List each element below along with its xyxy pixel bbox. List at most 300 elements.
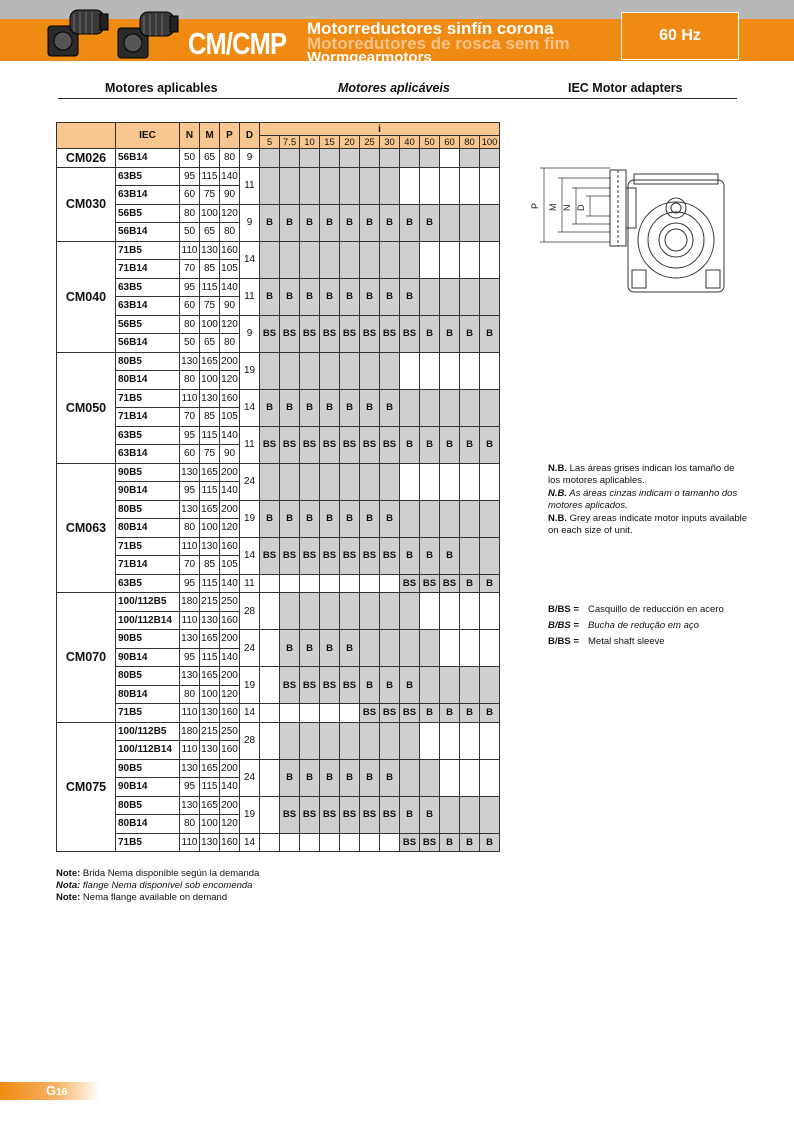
availability-cell: [380, 722, 400, 759]
availability-cell: B: [400, 537, 420, 574]
availability-cell: B: [460, 704, 480, 723]
availability-cell: [340, 833, 360, 852]
availability-cell: [260, 463, 280, 500]
availability-cell: [300, 722, 320, 759]
flange-dimension: 130: [200, 741, 220, 760]
iec-code: 71B5: [116, 389, 180, 408]
dim-d-label: D: [576, 204, 586, 211]
dim-n-label: N: [562, 204, 572, 211]
availability-cell: [480, 500, 500, 537]
availability-cell: BS: [360, 537, 380, 574]
ratio-header-cell: 60: [440, 136, 460, 149]
flange-dimension: 215: [200, 722, 220, 741]
ratio-header-cell: 80: [460, 136, 480, 149]
flange-dimension: 215: [200, 593, 220, 612]
flange-dimension: 90: [220, 297, 240, 316]
availability-cell: [460, 241, 480, 278]
availability-cell: [460, 630, 480, 667]
title-english: Wormgearmotors: [307, 49, 432, 66]
availability-cell: [440, 500, 460, 537]
iec-code: 63B5: [116, 574, 180, 593]
availability-cell: [320, 463, 340, 500]
table-row: [57, 833, 500, 852]
flange-dimension: 110: [180, 704, 200, 723]
table-row: [57, 630, 500, 649]
iec-code: 80B14: [116, 815, 180, 834]
flange-dimension: 130: [180, 500, 200, 519]
availability-cell: BS: [300, 796, 320, 833]
availability-cell: B: [280, 278, 300, 315]
availability-cell: BS: [360, 704, 380, 723]
availability-cell: B: [300, 759, 320, 796]
availability-cell: [340, 149, 360, 168]
flange-dimension: 115: [200, 778, 220, 797]
availability-cell: [380, 463, 400, 500]
availability-cell: B: [260, 500, 280, 537]
flange-dimension: 160: [220, 389, 240, 408]
availability-cell: BS: [320, 667, 340, 704]
ratio-header-cell: 20: [340, 136, 360, 149]
ratio-header-cell: 50: [420, 136, 440, 149]
availability-cell: [380, 241, 400, 278]
availability-cell: [360, 463, 380, 500]
availability-cell: B: [460, 315, 480, 352]
flange-dimension: 165: [200, 796, 220, 815]
flange-dimension: 130: [180, 667, 200, 686]
availability-cell: [420, 167, 440, 204]
availability-cell: [460, 352, 480, 389]
availability-cell: [260, 574, 280, 593]
availability-cell: [300, 241, 320, 278]
flange-dimension: 200: [220, 630, 240, 649]
availability-cell: [320, 352, 340, 389]
flange-dimension: 140: [220, 648, 240, 667]
ratio-header-cell: 7.5: [280, 136, 300, 149]
availability-cell: BS: [380, 537, 400, 574]
availability-cell: [400, 167, 420, 204]
availability-cell: B: [320, 278, 340, 315]
flange-dimension: 60: [180, 186, 200, 205]
availability-cell: B: [480, 426, 500, 463]
shaft-diameter: 9: [240, 315, 260, 352]
availability-cell: B: [360, 500, 380, 537]
col-d: D: [240, 123, 260, 149]
flange-dimension: 130: [180, 796, 200, 815]
flange-dimension: 120: [220, 519, 240, 538]
availability-cell: [320, 149, 340, 168]
availability-cell: B: [480, 574, 500, 593]
availability-cell: [260, 796, 280, 833]
nb-text-en: Grey areas indicate motor inputs available on each size of unit.: [548, 513, 748, 536]
flange-dimension: 140: [220, 778, 240, 797]
gearmotor-image-icon: [40, 4, 210, 64]
shaft-diameter: 14: [240, 241, 260, 278]
availability-cell: B: [420, 704, 440, 723]
availability-cell: [300, 593, 320, 630]
availability-cell: [320, 241, 340, 278]
table-row: [57, 722, 500, 741]
availability-cell: [340, 241, 360, 278]
availability-cell: [440, 278, 460, 315]
availability-cell: B: [360, 759, 380, 796]
availability-cell: [380, 352, 400, 389]
note-label-pt: Nota:: [56, 880, 81, 891]
availability-cell: [260, 722, 280, 759]
availability-cell: [380, 167, 400, 204]
availability-cell: B: [360, 667, 380, 704]
availability-cell: [440, 796, 460, 833]
iec-code: 80B14: [116, 519, 180, 538]
availability-cell: B: [440, 537, 460, 574]
availability-cell: [260, 759, 280, 796]
note-text-es: Brida Nema disponible según la demanda: [82, 868, 260, 879]
table-row: [57, 500, 500, 519]
availability-cell: [440, 593, 460, 630]
availability-cell: [460, 667, 480, 704]
table-row: [57, 315, 500, 334]
flange-dimension: 115: [200, 167, 220, 186]
shaft-diameter: 28: [240, 722, 260, 759]
flange-dimension: 85: [200, 408, 220, 427]
availability-cell: BS: [340, 667, 360, 704]
flange-dimension: 130: [200, 241, 220, 260]
col-n: N: [180, 123, 200, 149]
availability-cell: [360, 833, 380, 852]
availability-cell: B: [440, 704, 460, 723]
flange-dimension: 180: [180, 722, 200, 741]
flange-dimension: 120: [220, 315, 240, 334]
availability-cell: [400, 389, 420, 426]
availability-cell: BS: [340, 315, 360, 352]
table-row: [57, 167, 500, 186]
iec-code: 56B14: [116, 149, 180, 168]
flange-dimension: 120: [220, 685, 240, 704]
section-headings: [58, 80, 737, 99]
flange-dimension: 120: [220, 371, 240, 390]
iec-code: 80B5: [116, 796, 180, 815]
availability-cell: [340, 574, 360, 593]
availability-cell: [260, 833, 280, 852]
iec-code: 71B14: [116, 408, 180, 427]
availability-cell: BS: [320, 315, 340, 352]
availability-cell: [380, 149, 400, 168]
availability-cell: [340, 722, 360, 759]
flange-dimension: 90: [220, 186, 240, 205]
availability-cell: BS: [260, 426, 280, 463]
availability-cell: [420, 759, 440, 796]
flange-dimension: 115: [200, 648, 220, 667]
availability-cell: [400, 352, 420, 389]
availability-cell: B: [460, 833, 480, 852]
availability-cell: [280, 352, 300, 389]
availability-cell: [400, 500, 420, 537]
availability-cell: [400, 630, 420, 667]
availability-cell: BS: [340, 537, 360, 574]
table-row: [57, 593, 500, 612]
availability-cell: [280, 833, 300, 852]
availability-cell: [420, 278, 440, 315]
availability-cell: B: [340, 630, 360, 667]
note-text-pt: flange Nema disponível sob encomenda: [82, 880, 253, 891]
flange-dimension: 165: [200, 463, 220, 482]
table-row: [57, 463, 500, 482]
flange-dimension: 160: [220, 241, 240, 260]
iec-code: 63B14: [116, 186, 180, 205]
flange-dimension: 50: [180, 334, 200, 353]
availability-cell: [280, 149, 300, 168]
availability-cell: [480, 278, 500, 315]
availability-cell: [260, 149, 280, 168]
flange-dimension: 160: [220, 833, 240, 852]
availability-cell: BS: [360, 796, 380, 833]
availability-cell: [440, 241, 460, 278]
availability-cell: B: [320, 500, 340, 537]
availability-cell: [280, 722, 300, 759]
availability-cell: BS: [280, 667, 300, 704]
flange-dimension: 165: [200, 759, 220, 778]
availability-cell: [420, 241, 440, 278]
table-row: [57, 389, 500, 408]
availability-cell: BS: [280, 315, 300, 352]
availability-cell: B: [420, 315, 440, 352]
availability-cell: [400, 722, 420, 759]
availability-cell: B: [280, 389, 300, 426]
flange-dimension: 165: [200, 667, 220, 686]
availability-cell: BS: [380, 315, 400, 352]
availability-cell: B: [420, 796, 440, 833]
iec-code: 56B14: [116, 334, 180, 353]
iec-code: 90B14: [116, 482, 180, 501]
flange-dimension: 60: [180, 445, 200, 464]
legend-key-es: B/BS =: [548, 604, 579, 615]
flange-dimension: 65: [200, 149, 220, 168]
availability-cell: B: [460, 574, 480, 593]
shaft-diameter: 19: [240, 500, 260, 537]
flange-dimension: 85: [200, 260, 220, 279]
availability-cell: [280, 574, 300, 593]
table-row: [57, 149, 500, 168]
title-spanish: Motorreductores sinfín corona: [307, 19, 554, 38]
page-digits: 16: [56, 1087, 68, 1098]
availability-cell: B: [360, 278, 380, 315]
availability-cell: [480, 352, 500, 389]
availability-cell: [480, 167, 500, 204]
note-text-en: Nema flange available on demand: [82, 892, 228, 903]
flange-dimension: 50: [180, 149, 200, 168]
availability-cell: [360, 167, 380, 204]
iec-code: 63B5: [116, 278, 180, 297]
availability-cell: B: [260, 389, 280, 426]
availability-cell: [300, 833, 320, 852]
iec-code: 63B14: [116, 445, 180, 464]
flange-dimension: 110: [180, 611, 200, 630]
availability-cell: [460, 537, 480, 574]
availability-cell: [480, 796, 500, 833]
availability-cell: B: [320, 759, 340, 796]
availability-cell: B: [300, 630, 320, 667]
availability-cell: B: [460, 426, 480, 463]
availability-cell: [460, 500, 480, 537]
flange-dimension: 160: [220, 741, 240, 760]
flange-dimension: 130: [200, 537, 220, 556]
flange-dimension: 90: [220, 445, 240, 464]
availability-cell: [460, 463, 480, 500]
iec-code: 80B5: [116, 667, 180, 686]
col-ratio-i: i: [260, 123, 500, 136]
iec-code: 63B14: [116, 297, 180, 316]
flange-dimension: 85: [200, 556, 220, 575]
availability-cell: [460, 593, 480, 630]
availability-cell: [460, 722, 480, 759]
reducer-size: CM050: [57, 352, 116, 463]
dim-p-label: P: [530, 202, 540, 209]
availability-cell: B: [380, 500, 400, 537]
shaft-diameter: 24: [240, 463, 260, 500]
iec-code: 90B5: [116, 630, 180, 649]
table-row: [57, 704, 500, 723]
legend-key-en: B/BS =: [548, 636, 579, 647]
availability-cell: [360, 593, 380, 630]
availability-cell: [380, 833, 400, 852]
availability-cell: [320, 704, 340, 723]
flange-dimension: 80: [180, 685, 200, 704]
shaft-diameter: 11: [240, 278, 260, 315]
shaft-diameter: 19: [240, 352, 260, 389]
table-corner: [57, 123, 116, 149]
availability-cell: BS: [320, 426, 340, 463]
flange-dimension: 100: [200, 371, 220, 390]
flange-dimension: 160: [220, 611, 240, 630]
flange-dimension: 115: [200, 574, 220, 593]
flange-dimension: 75: [200, 297, 220, 316]
availability-cell: [320, 722, 340, 759]
note-label-en: Note:: [56, 892, 81, 903]
availability-cell: [440, 204, 460, 241]
availability-cell: [360, 352, 380, 389]
ratio-header-cell: 30: [380, 136, 400, 149]
availability-cell: B: [400, 667, 420, 704]
shaft-diameter: 19: [240, 796, 260, 833]
flange-dimension: 95: [180, 574, 200, 593]
availability-cell: [300, 463, 320, 500]
availability-cell: BS: [260, 537, 280, 574]
availability-cell: [320, 167, 340, 204]
availability-cell: [260, 167, 280, 204]
legend-text-es: Casquillo de reducción en acero: [588, 604, 724, 615]
availability-cell: [400, 241, 420, 278]
model-title: CM/CMP: [188, 26, 287, 61]
availability-cell: [320, 593, 340, 630]
note-label-es: Note:: [56, 868, 81, 879]
reducer-size: CM070: [57, 593, 116, 723]
availability-cell: BS: [400, 704, 420, 723]
availability-cell: [480, 667, 500, 704]
iec-code: 90B14: [116, 778, 180, 797]
availability-cell: [420, 630, 440, 667]
availability-cell: [480, 759, 500, 796]
iec-code: 90B14: [116, 648, 180, 667]
availability-cell: BS: [400, 574, 420, 593]
availability-cell: B: [320, 204, 340, 241]
iec-code: 80B14: [116, 371, 180, 390]
page-number: [46, 1083, 67, 1098]
flange-dimension: 100: [200, 519, 220, 538]
flange-dimension: 80: [180, 815, 200, 834]
flange-dimension: 95: [180, 167, 200, 186]
flange-dimension: 80: [180, 371, 200, 390]
availability-cell: B: [280, 759, 300, 796]
availability-cell: B: [380, 204, 400, 241]
availability-cell: [460, 167, 480, 204]
flange-dimension: 105: [220, 408, 240, 427]
availability-cell: [340, 593, 360, 630]
availability-cell: [300, 167, 320, 204]
availability-cell: [280, 167, 300, 204]
heading-portuguese: Motores aplicáveis: [338, 81, 450, 95]
iec-code: 56B5: [116, 315, 180, 334]
availability-cell: [460, 278, 480, 315]
flange-dimension: 250: [220, 722, 240, 741]
iec-code: 71B5: [116, 704, 180, 723]
availability-cell: [460, 796, 480, 833]
availability-cell: BS: [380, 796, 400, 833]
availability-cell: [280, 704, 300, 723]
availability-cell: BS: [360, 426, 380, 463]
flange-dimension: 100: [200, 204, 220, 223]
availability-cell: BS: [280, 537, 300, 574]
availability-cell: BS: [280, 796, 300, 833]
flange-dimension: 140: [220, 167, 240, 186]
title-portuguese: Motoredutores de rosca sem fim: [307, 34, 570, 53]
availability-cell: B: [320, 630, 340, 667]
flange-dimension: 105: [220, 260, 240, 279]
availability-cell: BS: [320, 796, 340, 833]
availability-cell: [420, 667, 440, 704]
frequency-badge: 60 Hz: [621, 12, 739, 60]
flange-dimension: 75: [200, 186, 220, 205]
availability-cell: BS: [320, 537, 340, 574]
availability-cell: B: [420, 204, 440, 241]
col-m: M: [200, 123, 220, 149]
flange-dimension: 130: [180, 463, 200, 482]
reducer-size: CM026: [57, 149, 116, 168]
table-row: [57, 537, 500, 556]
availability-cell: B: [280, 630, 300, 667]
availability-cell: [400, 149, 420, 168]
flange-dimension: 140: [220, 278, 240, 297]
availability-cell: B: [440, 315, 460, 352]
flange-dimension: 100: [200, 315, 220, 334]
table-row: [57, 574, 500, 593]
heading-english: IEC Motor adapters: [568, 81, 683, 95]
flange-dimension: 140: [220, 426, 240, 445]
availability-cell: [360, 574, 380, 593]
availability-cell: [420, 593, 440, 630]
availability-cell: [320, 833, 340, 852]
availability-cell: [260, 352, 280, 389]
nb-label-es: N.B.: [548, 463, 567, 474]
shaft-diameter: 14: [240, 704, 260, 723]
availability-cell: B: [380, 667, 400, 704]
availability-cell: BS: [340, 426, 360, 463]
reducer-size: CM075: [57, 722, 116, 852]
iec-code: 80B14: [116, 685, 180, 704]
availability-cell: [480, 593, 500, 630]
nb-label-en: N.B.: [548, 513, 567, 524]
iec-code: 100/112B5: [116, 722, 180, 741]
iec-code: 80B5: [116, 500, 180, 519]
flange-dimension: 165: [200, 352, 220, 371]
